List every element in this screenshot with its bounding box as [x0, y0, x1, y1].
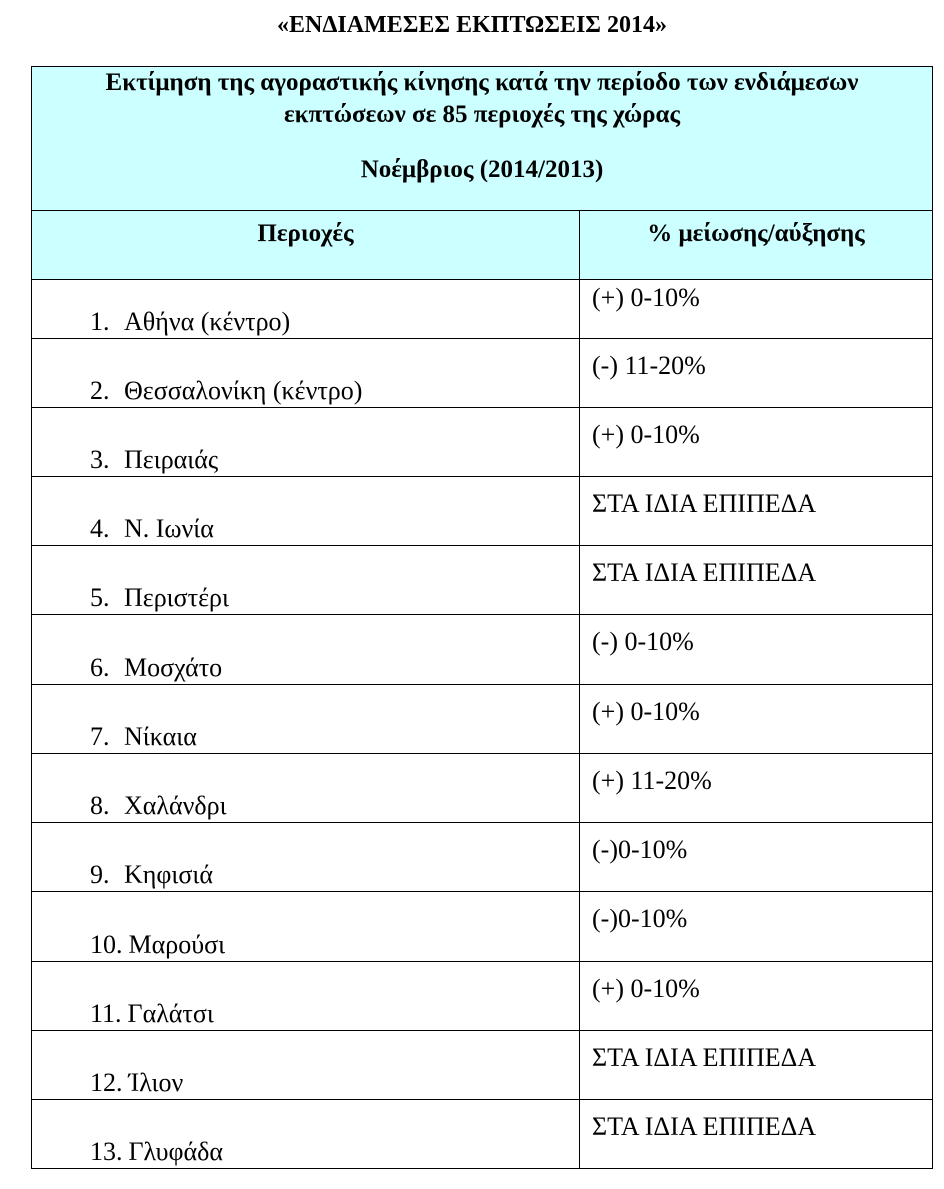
change-cell — [580, 962, 932, 1030]
change-value: (-)0-10% — [592, 904, 688, 933]
region-cell — [32, 408, 580, 476]
region-name: Ν. Ιωνία — [124, 514, 214, 543]
region-cell — [32, 823, 580, 891]
row-number: 4. — [90, 514, 110, 543]
change-value: (+) 0-10% — [592, 283, 700, 312]
table-row — [32, 1030, 932, 1099]
region-name: Κηφισιά — [124, 860, 214, 889]
table-row — [32, 753, 932, 822]
change-cell — [580, 685, 932, 753]
change-value: ΣΤΑ ΙΔΙΑ ΕΠΙΠΕΔΑ — [592, 1112, 817, 1141]
row-number: 13. — [90, 1137, 123, 1166]
region-cell — [32, 339, 580, 407]
table-row — [32, 338, 932, 407]
change-cell — [580, 1031, 932, 1099]
caption-line-2: εκπτώσεων σε 85 περιοχές της χώρας — [283, 101, 681, 128]
change-value: (+) 0-10% — [592, 974, 700, 1003]
column-header-region: Περιοχές — [32, 211, 580, 279]
region-cell — [32, 615, 580, 684]
region-cell — [32, 1100, 580, 1168]
change-cell — [580, 477, 932, 545]
table-row — [32, 822, 932, 891]
change-value: (+) 0-10% — [592, 697, 700, 726]
region-name: Νίκαια — [124, 722, 197, 751]
region-cell — [32, 962, 580, 1030]
table-row — [32, 614, 932, 684]
regions-table — [31, 66, 933, 1169]
region-cell — [32, 754, 580, 822]
table-row — [32, 407, 932, 476]
change-cell — [580, 823, 932, 891]
change-value: (+) 0-10% — [592, 420, 700, 449]
caption-period: Νοέμβριος (2014/2013) — [360, 156, 604, 183]
region-cell — [32, 477, 580, 545]
region-name: Γαλάτσι — [127, 999, 214, 1028]
column-header-change: % μείωσης/αύξησης — [647, 220, 865, 247]
change-cell — [580, 280, 932, 338]
region-name: Ίλιον — [128, 1068, 184, 1097]
table-row — [32, 961, 932, 1030]
region-name: Γλυφάδα — [128, 1137, 224, 1166]
region-cell — [32, 1031, 580, 1099]
column-header-row — [32, 210, 932, 279]
change-cell — [580, 408, 932, 476]
region-cell — [32, 280, 580, 338]
region-name: Αθήνα (κέντρο) — [124, 307, 291, 336]
row-number: 5. — [90, 583, 110, 612]
change-cell — [580, 339, 932, 407]
row-number: 9. — [90, 860, 110, 889]
change-cell — [580, 892, 932, 961]
row-number: 11. — [90, 999, 122, 1028]
change-cell — [580, 546, 932, 614]
region-cell — [32, 546, 580, 614]
row-number: 2. — [90, 376, 110, 405]
region-name: Χαλάνδρι — [124, 791, 227, 820]
change-value: (-) 0-10% — [592, 627, 694, 656]
table-caption — [32, 67, 932, 210]
region-cell — [32, 685, 580, 753]
change-cell — [580, 754, 932, 822]
region-name: Περιστέρι — [124, 583, 230, 612]
change-value: (+) 11-20% — [592, 766, 712, 795]
change-value: (-)0-10% — [592, 835, 688, 864]
row-number: 3. — [90, 445, 110, 474]
region-name: Πειραιάς — [124, 445, 219, 474]
row-number: 7. — [90, 722, 110, 751]
caption-line-1: Εκτίμηση της αγοραστικής κίνησης κατά την περίοδο των ενδιάμεσων — [105, 69, 859, 96]
table-row — [32, 476, 932, 545]
table-row — [32, 684, 932, 753]
region-name: Θεσσαλονίκη (κέντρο) — [124, 376, 363, 405]
row-number: 1. — [90, 307, 110, 336]
region-name: Μαρούσι — [128, 930, 226, 959]
change-cell — [580, 1100, 932, 1168]
change-value: ΣΤΑ ΙΔΙΑ ΕΠΙΠΕΔΑ — [592, 489, 817, 518]
table-row — [32, 279, 932, 338]
region-name: Μοσχάτο — [124, 653, 223, 682]
change-value: ΣΤΑ ΙΔΙΑ ΕΠΙΠΕΔΑ — [592, 1043, 817, 1072]
table-row — [32, 891, 932, 961]
row-number: 8. — [90, 791, 110, 820]
change-value: (-) 11-20% — [592, 351, 706, 380]
row-number: 10. — [90, 930, 123, 959]
change-value: ΣΤΑ ΙΔΙΑ ΕΠΙΠΕΔΑ — [592, 558, 817, 587]
region-cell — [32, 892, 580, 961]
table-row — [32, 545, 932, 614]
change-cell — [580, 615, 932, 684]
row-number: 12. — [90, 1068, 123, 1097]
document-title: «ΕΝΔΙΑΜΕΣΕΣ ΕΚΠΤΩΣΕΙΣ 2014» — [277, 12, 667, 38]
table-row — [32, 1099, 932, 1168]
row-number: 6. — [90, 653, 110, 682]
